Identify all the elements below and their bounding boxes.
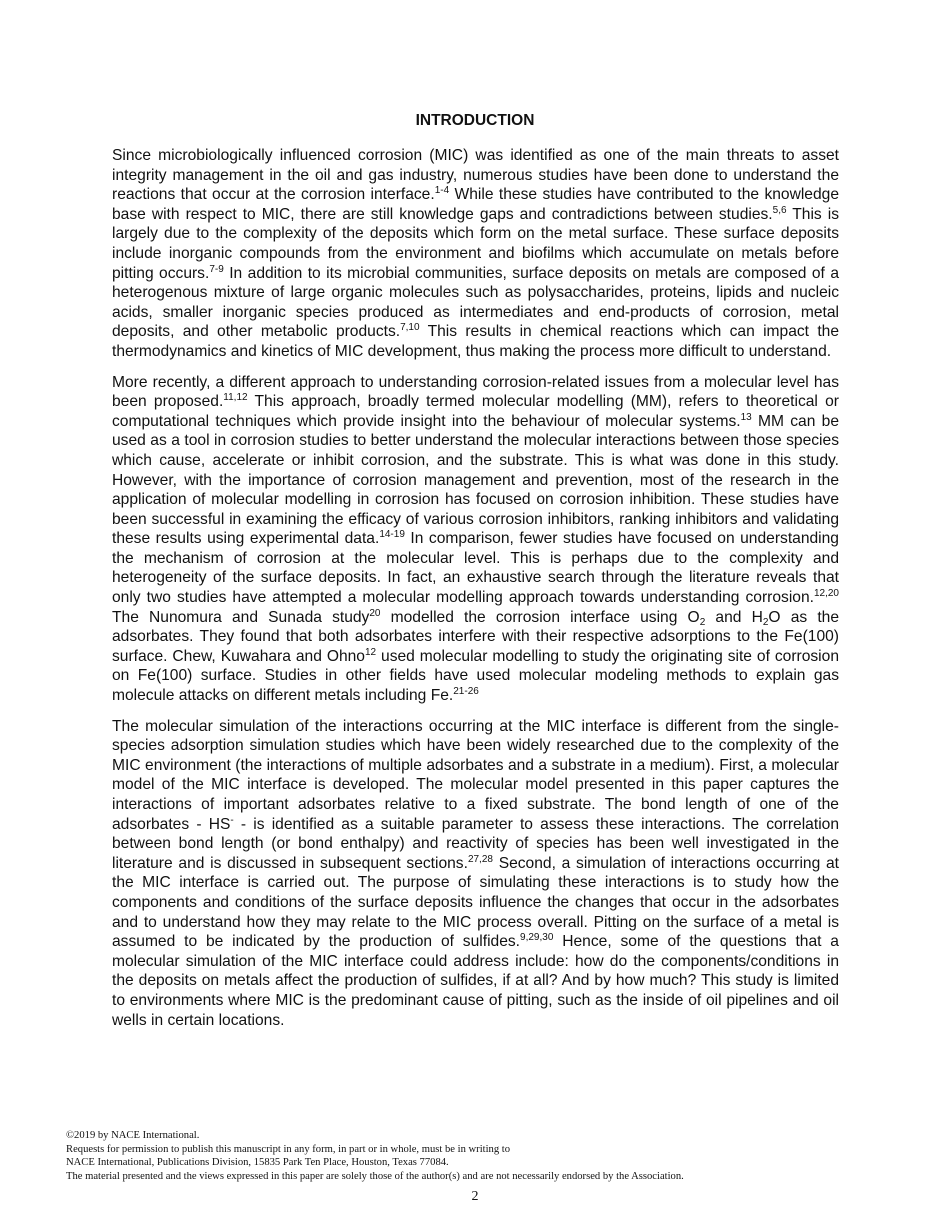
citation: 20	[369, 607, 381, 619]
address-line: NACE International, Publications Division, 15835 Park Ten Place, Houston, Texas 77084.	[66, 1157, 449, 1169]
text-run: - is identified as a suitable parameter to assess these interactions. The correlation between bond length (or bond enthalpy) and reactivity of species has been well investigated in the literature and is discussed in subsequent sections.	[112, 815, 839, 872]
text-run: and H	[705, 608, 763, 626]
citation: 9,29,30	[520, 932, 554, 944]
text-run: In comparison, fewer studies have focused on understanding the mechanism of corrosion at the molecular level. This is perhaps due to the complexity and heterogeneity of the surface deposits. In fact, an exhaustive search through the literature reveals that only two studies have attempted a molecular modelling approach towards understanding corrosion.	[112, 530, 839, 607]
text-run: The Nunomura and Sunada study	[112, 608, 370, 626]
section-heading: INTRODUCTION	[415, 112, 535, 129]
citation: 11,12	[223, 392, 248, 404]
text-run: More recently, a different approach to understanding corrosion-related issues from a molecular level has been proposed.	[112, 373, 839, 411]
subscript: 2	[699, 616, 706, 628]
citation: 12	[364, 646, 377, 658]
citation: 13	[740, 411, 752, 423]
text-run: Second, a simulation of interactions occurring at the MIC interface is carried out. The purpose of simulating these interactions is to study how the components and conditions of the surface deposits influence the changes that occur in the adsorbates and to understand how they may relate to the MIC process overall. Pitting on the surface of a metal is assumed to be indicated by the production of sulfides.	[112, 854, 840, 951]
text-run: This results in chemical reactions which can impact the thermodynamics and kinetics of MIC development, thus making the process more difficult to understand.	[112, 323, 839, 360]
citation: 7,10	[400, 322, 420, 334]
text-run: Since microbiologically influenced corrosion (MIC) was identified as one of the main threats to asset integrity management in the oil and gas industry, numerous studies have been done to understand the reactions that occur at the corrosion interface.	[112, 147, 839, 204]
copyright-line: ©2019 by NACE International.	[66, 1130, 200, 1141]
citation: 21-26	[453, 686, 479, 698]
citation: 14-19	[379, 529, 405, 541]
text-run: This approach, broadly termed molecular modelling (MM), refers to theoretical or computational techniques which provide insight into the behaviour of molecular systems.	[112, 393, 839, 430]
text-run: modelled the corrosion interface using O	[380, 608, 700, 626]
citation: 1-4	[434, 185, 450, 197]
text-run: Hence, some of the questions that a molecular simulation of the MIC interface could address include: how do the components/conditions in the deposits on metals affect the production of sulfides, if at all? And by how much? This study is limited to environments where MIC is the predominant cause of pitting, such as the inside of oil pipelines and oil wells in certain locations.	[112, 933, 839, 1029]
paragraph-3	[112, 717, 839, 1031]
text-run: MM can be used as a tool in corrosion studies to better understand the molecular interactions between those species which cause, accelerate or inhibit corrosion, and the substrate. This is what was done in this study. However, with the importance of corrosion management and prevention, most of the research in the application of molecular modelling in corrosion has focused on corrosion inhibition. These studies have been successful in examining the efficacy of various corrosion inhibitors, ranking inhibitors and validating these results using experimental data.	[112, 412, 839, 548]
text-run: This is largely due to the complexity of the deposits which form on the metal surface. These surface deposits include inorganic compounds from the environment and biofilms which accumulate on metals before pitting occurs.	[112, 205, 840, 282]
citation: 12,20	[813, 588, 839, 600]
text-run: used molecular modelling to study the originating site of corrosion on Fe(100) surface. Studies in other fields have used molecular modeling methods to explain gas molecule attacks on different metals including Fe.	[112, 647, 839, 705]
text-run: In addition to its microbial communities, surface deposits on metals are composed of a heterogenous mixture of large organic molecules such as polysaccharides, proteins, lipids and nucleic acids, smaller inorganic species produced as intermediates and end-products of corrosion, metal deposits, and other metabolic products.	[112, 264, 839, 341]
citation: 27,28	[467, 853, 493, 865]
citation: 7-9	[209, 263, 224, 275]
superscript: -	[230, 814, 234, 826]
permission-line: Requests for permission to publish this manuscript in any form, in part or in whole, must be in writing to	[66, 1143, 511, 1155]
footer-notice	[66, 1129, 886, 1183]
paragraph-1	[112, 146, 839, 362]
page-number: 2	[471, 1189, 479, 1204]
paragraph-2	[112, 373, 839, 706]
text-run: The molecular simulation of the interactions occurring at the MIC interface is different from the single-species adsorption simulation studies which have been widely researched due to the complexity of the MIC environment (the interactions of multiple adsorbates and a substrate in a medium). First, a molecular model of the MIC interface is developed. The molecular model presented in this paper captures the interactions of important adsorbates relative to a fixed substrate. The bond length of one of the adsorbates - HS	[112, 717, 839, 833]
disclaimer-line: The material presented and the views expressed in this paper are solely those of the author(s) and are not necessarily endorsed by the Association.	[66, 1170, 684, 1182]
text-run: While these studies have contributed to the knowledge base with respect to MIC, there are still knowledge gaps and contradictions between studies.	[112, 186, 839, 223]
body-text	[112, 146, 839, 1041]
citation: 5,6	[772, 204, 787, 216]
subscript: 2	[762, 616, 769, 628]
text-run: O as the adsorbates. They found that both adsorbates interfere with their respective adsorptions to the Fe(100) surface. Chew, Kuwahara and Ohno	[112, 608, 840, 665]
